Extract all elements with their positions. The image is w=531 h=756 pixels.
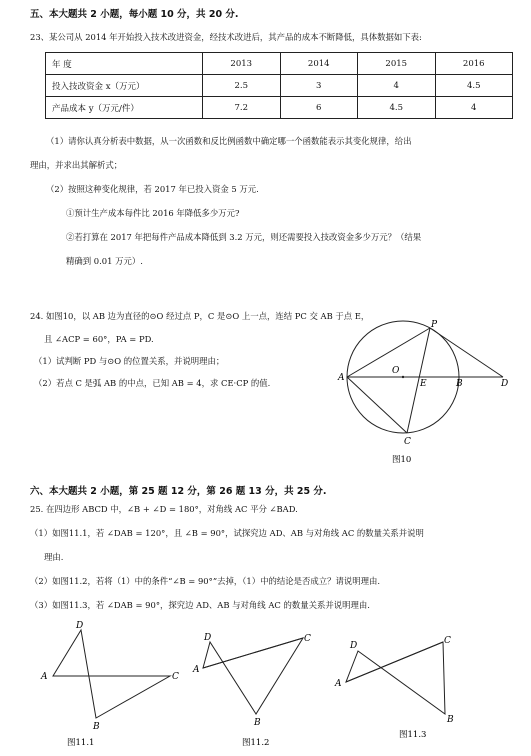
q25-part2: （2）如图11.2，若将（1）中的条件“∠B = 90°”去掉，（1）中的结论是否成立？请说明理由. — [30, 576, 381, 586]
q23-part2: （2）按照这种变化规律，若 2017 年已投入资金 5 万元. — [46, 184, 259, 194]
q23-part1-line1: （1）请你认真分析表中数据，从一次函数和反比例函数中确定哪一个函数能表示其变化规律，给出 — [46, 136, 412, 146]
figure-11-3-caption: 图11.3 — [399, 730, 427, 740]
table-cell: 7.2 — [203, 97, 281, 119]
label-b: B — [456, 379, 463, 389]
table-cell: 投入技改资金 x（万元） — [46, 75, 203, 97]
segment-ap — [347, 328, 430, 377]
table-cell: 产品成本 y（万元/件） — [46, 97, 203, 119]
label-c: C — [404, 437, 411, 447]
q24-part2: （2）若点 C 是弧 AB 的中点，已知 AB = 4，求 CE·CP 的值. — [34, 378, 271, 388]
q24-line2: 且 ∠ACP = 60°，PA = PD. — [44, 334, 154, 344]
label-d: D — [501, 379, 509, 389]
q23-data-table — [45, 52, 513, 119]
q25-part3: （3）如图11.3，若 ∠DAB = 90°，探究边 AD、AB 与对角线 AC 的数量关系并说明理由. — [30, 600, 370, 610]
label-a: A — [335, 679, 342, 689]
q25-part1-line2: 理由. — [44, 552, 64, 562]
label-c: C — [172, 672, 179, 682]
label-b: B — [254, 718, 261, 728]
label-o: O — [392, 366, 400, 376]
q25-intro: 25. 在四边形 ABCD 中，∠B + ∠D = 180°，对角线 AC 平分 ∠BAD. — [30, 504, 298, 514]
section5-header: 五、本大题共 2 小题，每小题 10 分，共 20 分. — [30, 9, 239, 20]
label-a: A — [193, 665, 200, 675]
label-d: D — [76, 621, 84, 631]
label-a: A — [338, 373, 345, 383]
diagonal-ac — [346, 642, 443, 682]
section6-header: 六、本大题共 2 小题，第 25 题 12 分，第 26 题 13 分，共 25 分. — [30, 486, 327, 497]
segment-ac — [347, 377, 407, 433]
figure-11-1-diagram — [38, 618, 183, 752]
table-cell: 6 — [280, 97, 358, 119]
table-row — [46, 75, 513, 97]
figure-11-1-caption: 图11.1 — [67, 738, 95, 748]
table-cell: 4.5 — [358, 97, 436, 119]
label-c: C — [304, 634, 311, 644]
label-a: A — [41, 672, 48, 682]
q23-part2b-line2: 精确到 0.01 万元）. — [66, 256, 143, 266]
table-row — [46, 53, 513, 75]
table-header-cell: 2013 — [203, 53, 281, 75]
q24-part1: （1）试判断 PD 与⊙O 的位置关系，并说明理由； — [34, 356, 225, 366]
segment-pd — [430, 328, 503, 377]
q23-intro: 23、某公司从 2014 年开始投入技术改进资金，经技术改进后，其产品的成本不断降低，具体数据如下表: — [30, 32, 422, 42]
q25-part1-line1: （1）如图11.1，若 ∠DAB = 120°，且 ∠B = 90°，试探究边 AD、AB 与对角线 AC 的数量关系并说明 — [30, 528, 424, 538]
label-p: P — [431, 320, 438, 330]
q23-part2b-line1: ②若打算在 2017 年把每件产品成本降低到 3.2 万元，则还需要投入技改资金多少万元？（结果 — [66, 232, 422, 242]
table-cell: 4 — [435, 97, 513, 119]
table-cell: 2.5 — [203, 75, 281, 97]
table-header-cell: 2015 — [358, 53, 436, 75]
table-cell: 3 — [280, 75, 358, 97]
q23-part1-line2: 理由，并求出其解析式； — [30, 160, 123, 170]
quadrilateral-abcd — [346, 642, 445, 714]
figure-11-3-diagram — [333, 628, 468, 744]
diagonal-ac — [203, 638, 303, 668]
q24-line1: 24. 如图10，以 AB 边为直径的⊙O 经过点 P，C 是⊙O 上一点，连结 PC 交 AB 于点 E， — [30, 311, 370, 321]
quadrilateral-abcd — [203, 638, 303, 714]
label-b: B — [93, 722, 100, 732]
label-e: E — [420, 379, 427, 389]
q23-part2a: ①预计生产成本每件比 2016 年降低多少万元? — [66, 208, 240, 218]
label-c: C — [444, 636, 451, 646]
figure-10-caption: 图10 — [392, 455, 412, 465]
label-d: D — [204, 633, 212, 643]
table-row — [46, 97, 513, 119]
label-d: D — [350, 641, 358, 651]
figure-11-2-caption: 图11.2 — [242, 738, 270, 748]
table-header-cell: 年 度 — [46, 53, 203, 75]
quadrilateral-abcd — [53, 630, 170, 718]
table-cell: 4 — [358, 75, 436, 97]
table-header-cell: 2016 — [435, 53, 513, 75]
table-header-cell: 2014 — [280, 53, 358, 75]
center-point — [402, 376, 404, 378]
figure-11-2-diagram — [190, 626, 320, 752]
figure-10-diagram — [335, 315, 525, 470]
table-cell: 4.5 — [435, 75, 513, 97]
label-b: B — [447, 715, 454, 725]
